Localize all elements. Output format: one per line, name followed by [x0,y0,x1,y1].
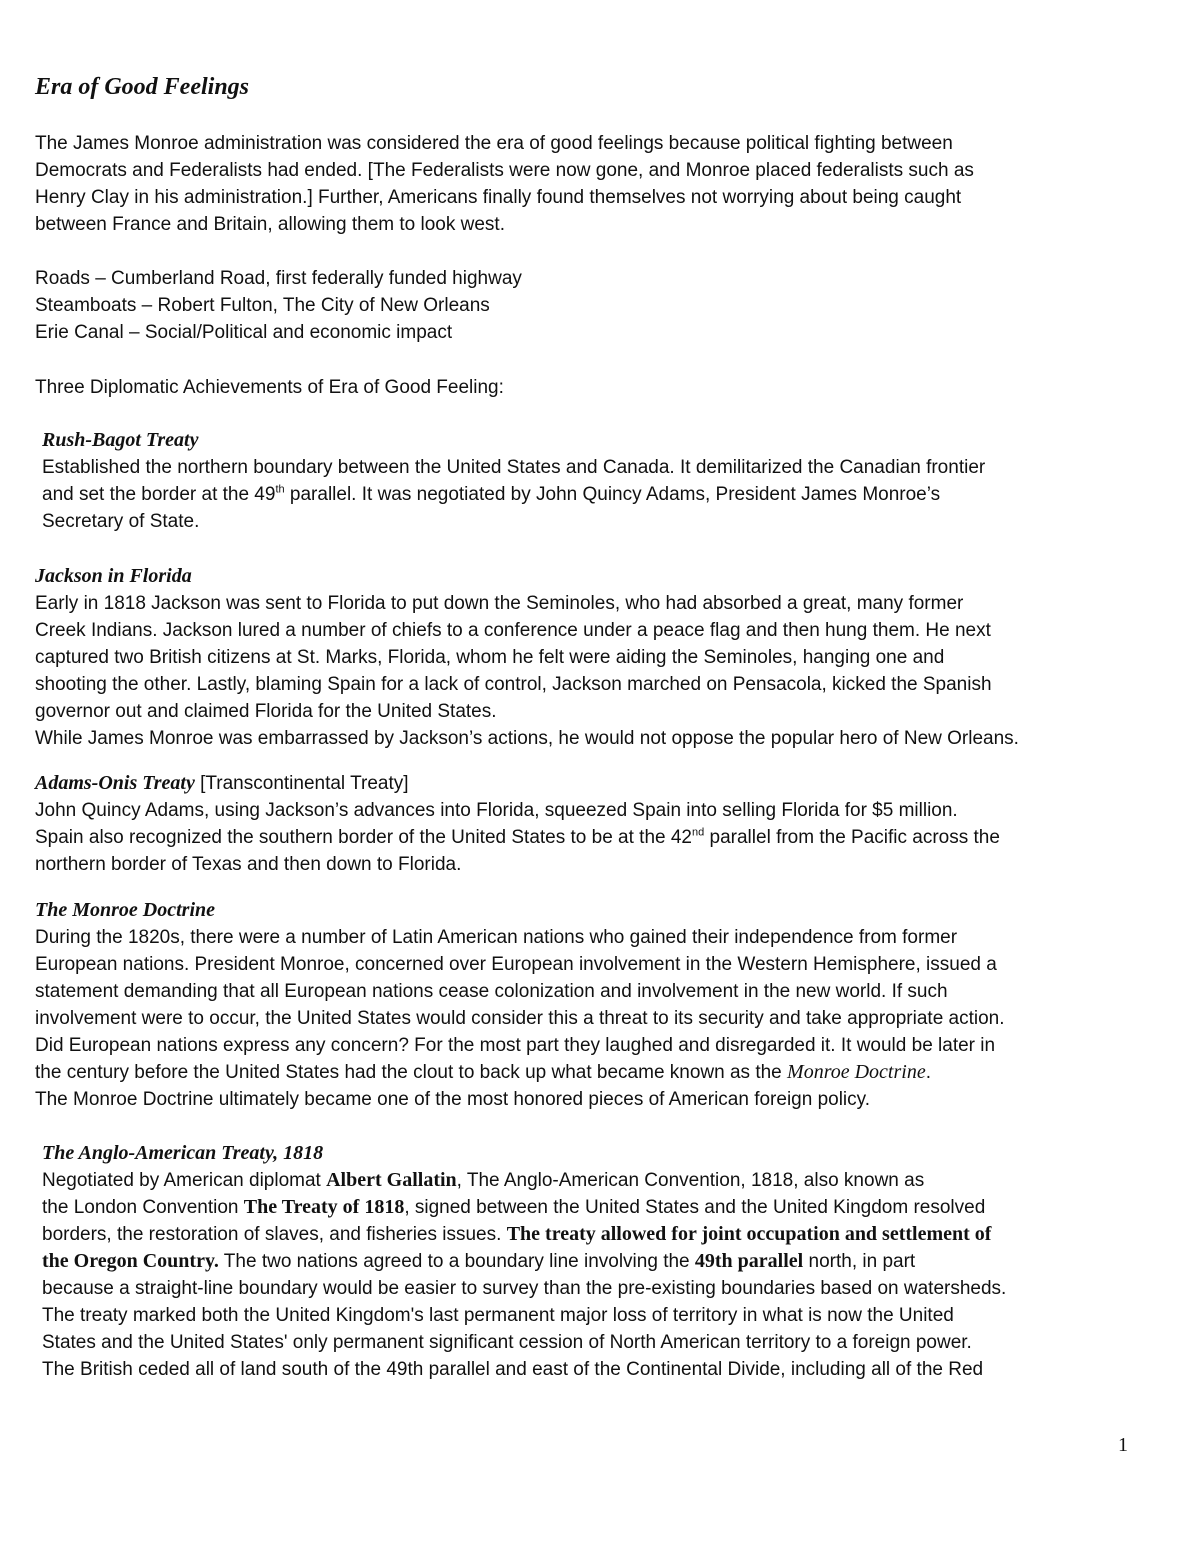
text-span: the London Convention [42,1197,244,1218]
bold-term: the Oregon Country. [42,1250,219,1272]
section-line: statement demanding that all European nations cease colonization and involvement in the new world. If such [35,981,948,1002]
bold-term: 49th parallel [694,1250,804,1272]
bold-term: Albert Gallatin [326,1169,457,1191]
section-subtitle: [Transcontinental Treaty] [194,773,409,794]
achievements-heading-text: Three Diplomatic Achievements of Era of Good Feeling: [35,377,504,398]
section-line: During the 1820s, there were a number of Latin American nations who gained their independence from former [35,927,958,948]
text-span: north, in part [803,1251,916,1272]
section-heading: Jackson in Florida [35,565,192,587]
text-span: The two nations agreed to a boundary line involving the [218,1251,695,1272]
page-title: Era of Good Feelings [35,74,250,100]
text-span: . [925,1062,931,1083]
developments-list [35,265,1165,346]
section-line [35,824,1165,851]
page-number: 1 [1118,1434,1128,1456]
section-line [42,481,1172,508]
list-item: Steamboats – Robert Fulton, The City of New Orleans [35,295,490,316]
text-span: the century before the United States had the clout to back up what became known as the [35,1062,788,1083]
intro-line: Democrats and Federalists had ended. [The Federalists were now gone, and Monroe placed federalists such as [35,160,974,181]
section-line [42,1167,1172,1194]
section-heading: The Anglo-American Treaty, 1818 [42,1142,324,1164]
section-line: European nations. President Monroe, concerned over European involvement in the Western Hemisphere, issued a [35,954,997,975]
intro-line: The James Monroe administration was considered the era of good feelings because political fighting between [35,133,953,154]
section-rush-bagot [42,427,1172,535]
section-line: The Monroe Doctrine ultimately became one of the most honored pieces of American foreign policy. [35,1089,871,1110]
section-line: captured two British citizens at St. Marks, Florida, whom he felt were aiding the Seminoles, hanging one and [35,647,945,668]
bold-term: The treaty allowed for joint occupation and settlement of [506,1223,992,1245]
text-span: parallel from the Pacific across the [704,827,1000,848]
section-heading: Adams-Onis Treaty [35,772,195,794]
section-line: The British ceded all of land south of the 49th parallel and east of the Continental Divide, including all of the Red [42,1359,984,1380]
section-line: Established the northern boundary between the United States and Canada. It demilitarized the Canadian frontier [42,457,986,478]
text-span: borders, the restoration of slaves, and fisheries issues. [42,1224,507,1245]
text-span: Negotiated by American diplomat [42,1170,327,1191]
section-heading-line [35,770,1165,797]
section-monroe-doctrine [35,897,1165,1113]
section-line: The treaty marked both the United Kingdom's last permanent major loss of territory in what is now the United [42,1305,954,1326]
section-heading: Rush-Bagot Treaty [42,429,199,451]
bold-term: The Treaty of 1818 [243,1196,405,1218]
section-heading: The Monroe Doctrine [35,899,215,921]
intro-paragraph [35,130,1165,238]
section-line [42,1221,1172,1248]
intro-line: between France and Britain, allowing them to look west. [35,214,505,235]
section-line: shooting the other. Lastly, blaming Spain for a lack of control, Jackson marched on Pensacola, kicked the Spanish [35,674,992,695]
text-span: , signed between the United States and the United Kingdom resolved [404,1197,986,1218]
section-line: Creek Indians. Jackson lured a number of chiefs to a conference under a peace flag and then hung them. He next [35,620,991,641]
list-item: Roads – Cumberland Road, first federally funded highway [35,268,522,289]
section-line: involvement were to occur, the United States would consider this a threat to its security and take appropriate action. [35,1008,1005,1029]
italic-term: Monroe Doctrine [787,1061,926,1083]
section-line: northern border of Texas and then down to Florida. [35,854,462,875]
text-span: , The Anglo-American Convention, 1818, also known as [456,1170,925,1191]
section-line: John Quincy Adams, using Jackson’s advances into Florida, squeezed Spain into selling Florida for $5 million. [35,800,958,821]
section-line: because a straight-line boundary would be easier to survey than the pre-existing boundaries based on watersheds. [42,1278,1007,1299]
superscript: nd [692,826,705,839]
section-line [42,1248,1172,1275]
section-line [42,1194,1172,1221]
section-line: Secretary of State. [42,511,200,532]
section-adams-onis [35,770,1165,878]
intro-line: Henry Clay in his administration.] Further, Americans finally found themselves not worrying about being caught [35,187,962,208]
text-span: parallel. It was negotiated by John Quincy Adams, President James Monroe’s [284,484,941,505]
list-item: Erie Canal – Social/Political and economic impact [35,322,453,343]
section-line: governor out and claimed Florida for the United States. [35,701,497,722]
text-span: and set the border at the 49 [42,484,276,505]
section-line: Early in 1818 Jackson was sent to Florida to put down the Seminoles, who had absorbed a great, many former [35,593,964,614]
section-line: States and the United States' only permanent significant cession of North American territory to a foreign power. [42,1332,972,1353]
text-span: Spain also recognized the southern border of the United States to be at the 42 [35,827,692,848]
section-line: While James Monroe was embarrassed by Jackson’s actions, he would not oppose the popular hero of New Orleans. [35,728,1019,749]
achievements-heading [35,374,1165,401]
section-line [35,1059,1165,1086]
superscript: th [275,483,285,496]
section-line: Did European nations express any concern? For the most part they laughed and disregarded it. It would be later in [35,1035,996,1056]
section-anglo-american [42,1140,1172,1383]
section-jackson [35,563,1165,752]
